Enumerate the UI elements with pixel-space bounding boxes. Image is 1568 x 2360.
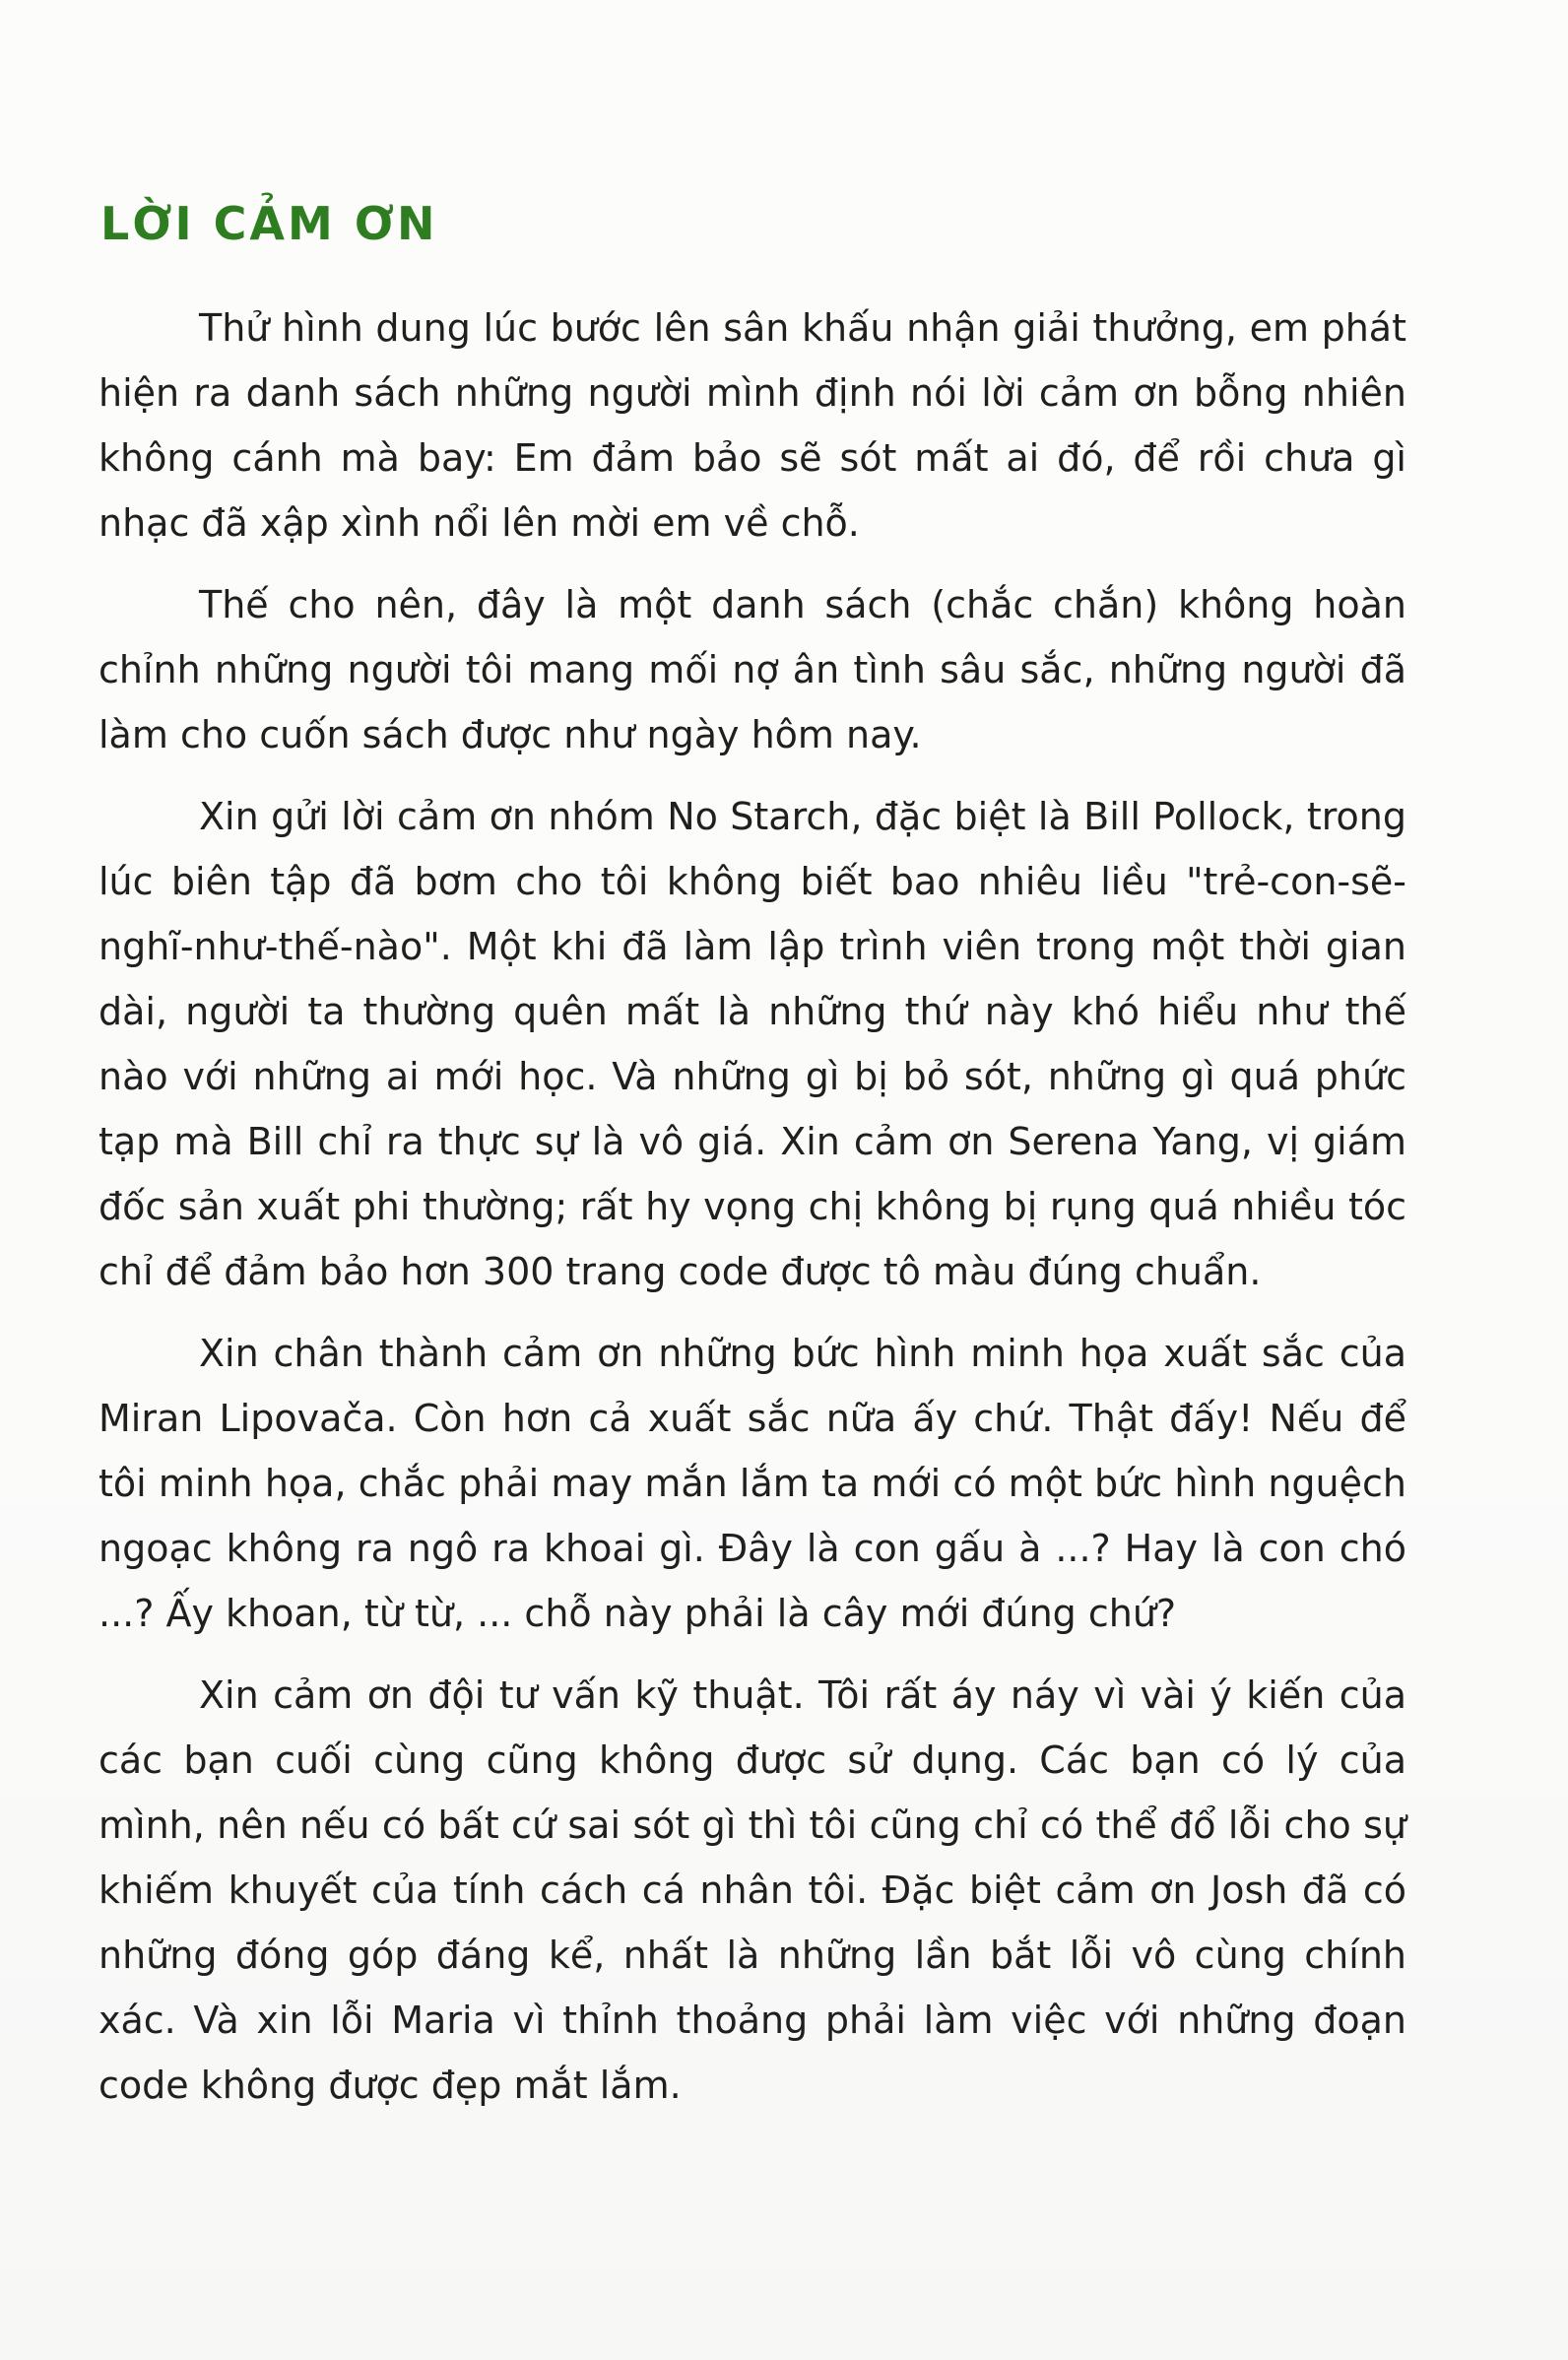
page-title: LỜI CẢM ƠN xyxy=(100,197,438,250)
paragraph-4: Xin chân thành cảm ơn những bức hình minh họa xuất sắc của Miran Lipovača. Còn hơn cả xuất sắc nữa ấy chứ. Thật đấy! Nếu để tôi minh họa, chắc phải may mắn lắm ta mới có một bức hình nguệch ngoạc không ra ngô ra khoai gì. Đây là con gấu à ...? Hay là con chó ...? Ấy khoan, từ từ, ... chỗ này phải là cây mới đúng chứ? xyxy=(98,1332,1406,1635)
acknowledgements-body xyxy=(98,295,1406,2134)
paragraph-5: Xin cảm ơn đội tư vấn kỹ thuật. Tôi rất áy náy vì vài ý kiến của các bạn cuối cùng cũng không được sử dụng. Các bạn có lý của mình, nên nếu có bất cứ sai sót gì thì tôi cũng chỉ có thể đổ lỗi cho sự khiếm khuyết của tính cách cá nhân tôi. Đặc biệt cảm ơn Josh đã có những đóng góp đáng kể, nhất là những lần bắt lỗi vô cùng chính xác. Và xin lỗi Maria vì thỉnh thoảng phải làm việc với những đoạn code không được đẹp mắt lắm. xyxy=(98,1673,1406,2107)
paragraph-2: Thế cho nên, đây là một danh sách (chắc chắn) không hoàn chỉnh những người tôi mang mối nợ ân tình sâu sắc, những người đã làm cho cuốn sách được như ngày hôm nay. xyxy=(98,583,1406,756)
paragraph-1: Thử hình dung lúc bước lên sân khấu nhận giải thưởng, em phát hiện ra danh sách những người mình định nói lời cảm ơn bỗng nhiên không cánh mà bay: Em đảm bảo sẽ sót mất ai đó, để rồi chưa gì nhạc đã xập xình nổi lên mời em về chỗ. xyxy=(98,306,1406,545)
paragraph-3: Xin gửi lời cảm ơn nhóm No Starch, đặc biệt là Bill Pollock, trong lúc biên tập đã bơm cho tôi không biết bao nhiêu liều "trẻ-con-sẽ-nghĩ-như-thế-nào". Một khi đã làm lập trình viên trong một thời gian dài, người ta thường quên mất là những thứ này khó hiểu như thế nào với những ai mới học. Và những gì bị bỏ sót, những gì quá phức tạp mà Bill chỉ ra thực sự là vô giá. Xin cảm ơn Serena Yang, vị giám đốc sản xuất phi thường; rất hy vọng chị không bị rụng quá nhiều tóc chỉ để đảm bảo hơn 300 trang code được tô màu đúng chuẩn. xyxy=(98,795,1406,1293)
